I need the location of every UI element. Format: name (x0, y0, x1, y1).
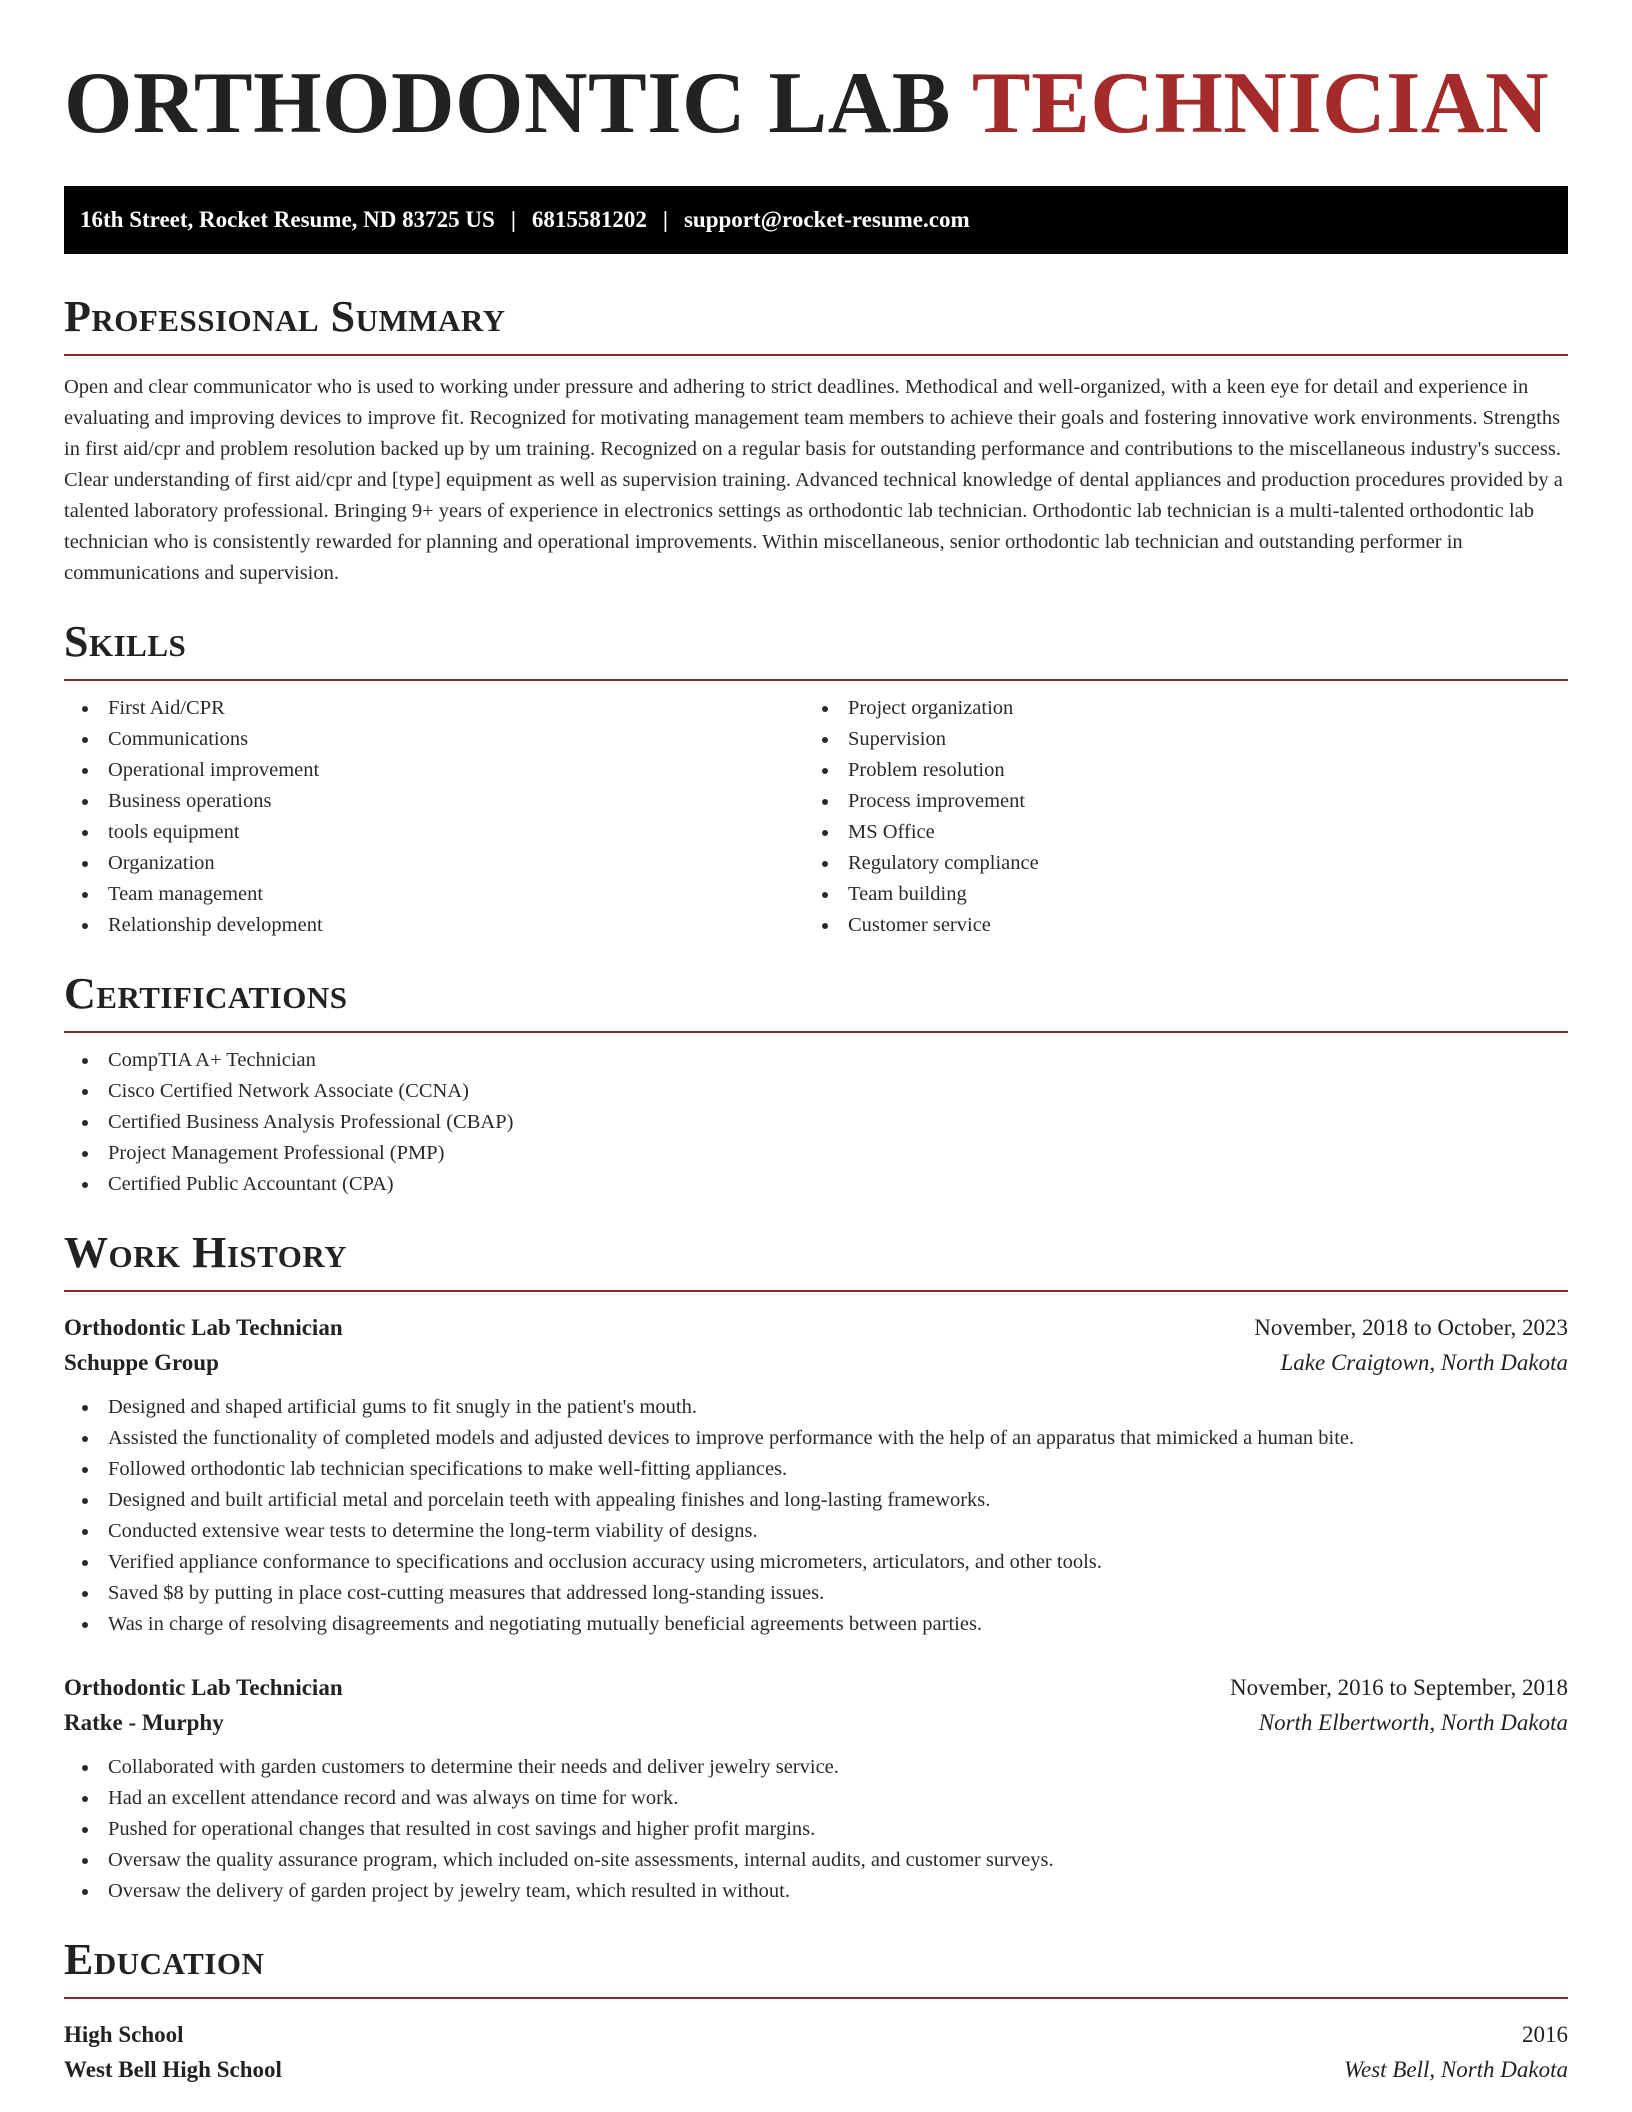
summary-section (64, 292, 1568, 589)
job-bullet: Saved $8 by putting in place cost-cutting measures that addressed long-standing issues. (64, 1578, 1568, 1609)
work-section (64, 1228, 1568, 1907)
certification-item: CompTIA A+ Technician (64, 1045, 1568, 1076)
skill-item: Supervision (804, 724, 1544, 755)
job-header (64, 1670, 1568, 1705)
education-year: 2016 (1522, 2022, 1568, 2047)
section-divider (64, 1290, 1568, 1292)
job-bullet: Conducted extensive wear tests to determine the long-term viability of designs. (64, 1516, 1568, 1547)
job-bullet: Was in charge of resolving disagreements and negotiating mutually beneficial agreements between parties. (64, 1609, 1568, 1640)
contact-phone: 6815581202 (531, 207, 647, 232)
certification-item: Certified Public Accountant (CPA) (64, 1169, 1568, 1200)
contact-separator: | (662, 207, 668, 232)
job-bullet: Oversaw the delivery of garden project by jewelry team, which resulted in without. (64, 1876, 1568, 1907)
job-bullet: Pushed for operational changes that resulted in cost savings and higher profit margins. (64, 1814, 1568, 1845)
skill-item: Organization (64, 848, 804, 879)
certification-item: Certified Business Analysis Professional (CBAP) (64, 1107, 1568, 1138)
job-position: Orthodontic Lab Technician (64, 1675, 343, 1700)
job-bullet: Oversaw the quality assurance program, which included on-site assessments, internal audits, and customer surveys. (64, 1845, 1568, 1876)
section-divider (64, 1997, 1568, 1999)
skill-item: MS Office (804, 817, 1544, 848)
certification-item: Cisco Certified Network Associate (CCNA) (64, 1076, 1568, 1107)
name-primary: ORTHODONTIC LAB (64, 55, 951, 152)
skills-title: Skills (64, 617, 187, 666)
education-subheader (64, 2052, 1568, 2087)
certifications-list (64, 1045, 1568, 1200)
education-title: Education (64, 1935, 265, 1984)
name-accent: TECHNICIAN (971, 55, 1549, 152)
skill-item: Operational improvement (64, 755, 804, 786)
job-bullet: Verified appliance conformance to specifications and occlusion accuracy using micrometers, articulators, and other tools. (64, 1547, 1568, 1578)
skills-section (64, 617, 1568, 941)
skills-list-right (804, 693, 1544, 941)
contact-separator: | (510, 207, 516, 232)
job-entry (64, 1670, 1568, 1907)
certifications-title: Certifications (64, 969, 348, 1018)
work-title: Work History (64, 1228, 348, 1277)
job-bullets (64, 1752, 1568, 1907)
section-divider (64, 679, 1568, 681)
certifications-section (64, 969, 1568, 1200)
skill-item: Team management (64, 879, 804, 910)
job-subheader (64, 1705, 1568, 1740)
skill-item: Project organization (804, 693, 1544, 724)
job-bullet: Designed and built artificial metal and porcelain teeth with appealing finishes and long-lasting frameworks. (64, 1485, 1568, 1516)
skill-item: Customer service (804, 910, 1544, 941)
job-location: Lake Craigtown, North Dakota (1280, 1350, 1568, 1375)
skill-item: Problem resolution (804, 755, 1544, 786)
job-position: Orthodontic Lab Technician (64, 1315, 343, 1340)
job-dates: November, 2016 to September, 2018 (1230, 1675, 1568, 1700)
education-location: West Bell, North Dakota (1343, 2057, 1568, 2082)
job-subheader (64, 1345, 1568, 1380)
education-degree: High School (64, 2022, 184, 2047)
skill-item: Process improvement (804, 786, 1544, 817)
job-company: Ratke - Murphy (64, 1710, 224, 1735)
skill-item: First Aid/CPR (64, 693, 804, 724)
job-dates: November, 2018 to October, 2023 (1254, 1315, 1568, 1340)
skills-grid (64, 693, 1568, 941)
section-divider (64, 354, 1568, 356)
skill-item: Relationship development (64, 910, 804, 941)
summary-title: Professional Summary (64, 292, 506, 341)
section-divider (64, 1031, 1568, 1033)
job-company: Schuppe Group (64, 1350, 219, 1375)
job-location: North Elbertworth, North Dakota (1258, 1710, 1568, 1735)
skill-item: Business operations (64, 786, 804, 817)
job-bullet: Assisted the functionality of completed models and adjusted devices to improve performance with the help of an apparatus that mimicked a human bite. (64, 1423, 1568, 1454)
job-bullet: Had an excellent attendance record and was always on time for work. (64, 1783, 1568, 1814)
contact-bar (64, 186, 1568, 254)
skills-list-left (64, 693, 804, 941)
skill-item: Communications (64, 724, 804, 755)
job-entry (64, 1310, 1568, 1640)
skill-item: Team building (804, 879, 1544, 910)
education-entry (64, 2017, 1568, 2087)
contact-address: 16th Street, Rocket Resume, ND 83725 US (80, 207, 495, 232)
job-bullet: Collaborated with garden customers to determine their needs and deliver jewelry service. (64, 1752, 1568, 1783)
education-section (64, 1935, 1568, 2087)
education-school: West Bell High School (64, 2057, 282, 2082)
education-header (64, 2017, 1568, 2052)
certification-item: Project Management Professional (PMP) (64, 1138, 1568, 1169)
resume-name (64, 56, 1568, 152)
summary-text: Open and clear communicator who is used to working under pressure and adhering to strict deadlines. Methodical and well-organized, with a keen eye for detail and experience in evaluating and improving devices to improve fit. Recognized for motivating management team members to achieve their goals and fostering innovative work environments. Strengths in first aid/cpr and problem resolution backed up by um training. Recognized on a regular basis for outstanding performance and contributions to the miscellaneous industry's success. Clear understanding of first aid/cpr and [type] equipment as well as supervision training. Advanced technical knowledge of dental appliances and production procedures provided by a talented laboratory professional. Bringing 9+ years of experience in electronics settings as orthodontic lab technician. Orthodontic lab technician is a multi-talented orthodontic lab technician who is consistently rewarded for planning and operational improvements. Within miscellaneous, senior orthodontic lab technician and outstanding performer in communications and supervision. (64, 376, 1563, 584)
skill-item: Regulatory compliance (804, 848, 1544, 879)
job-bullet: Designed and shaped artificial gums to fit snugly in the patient's mouth. (64, 1392, 1568, 1423)
skill-item: tools equipment (64, 817, 804, 848)
contact-email: support@rocket-resume.com (683, 207, 970, 232)
job-header (64, 1310, 1568, 1345)
job-bullet: Followed orthodontic lab technician specifications to make well-fitting appliances. (64, 1454, 1568, 1485)
job-bullets (64, 1392, 1568, 1640)
